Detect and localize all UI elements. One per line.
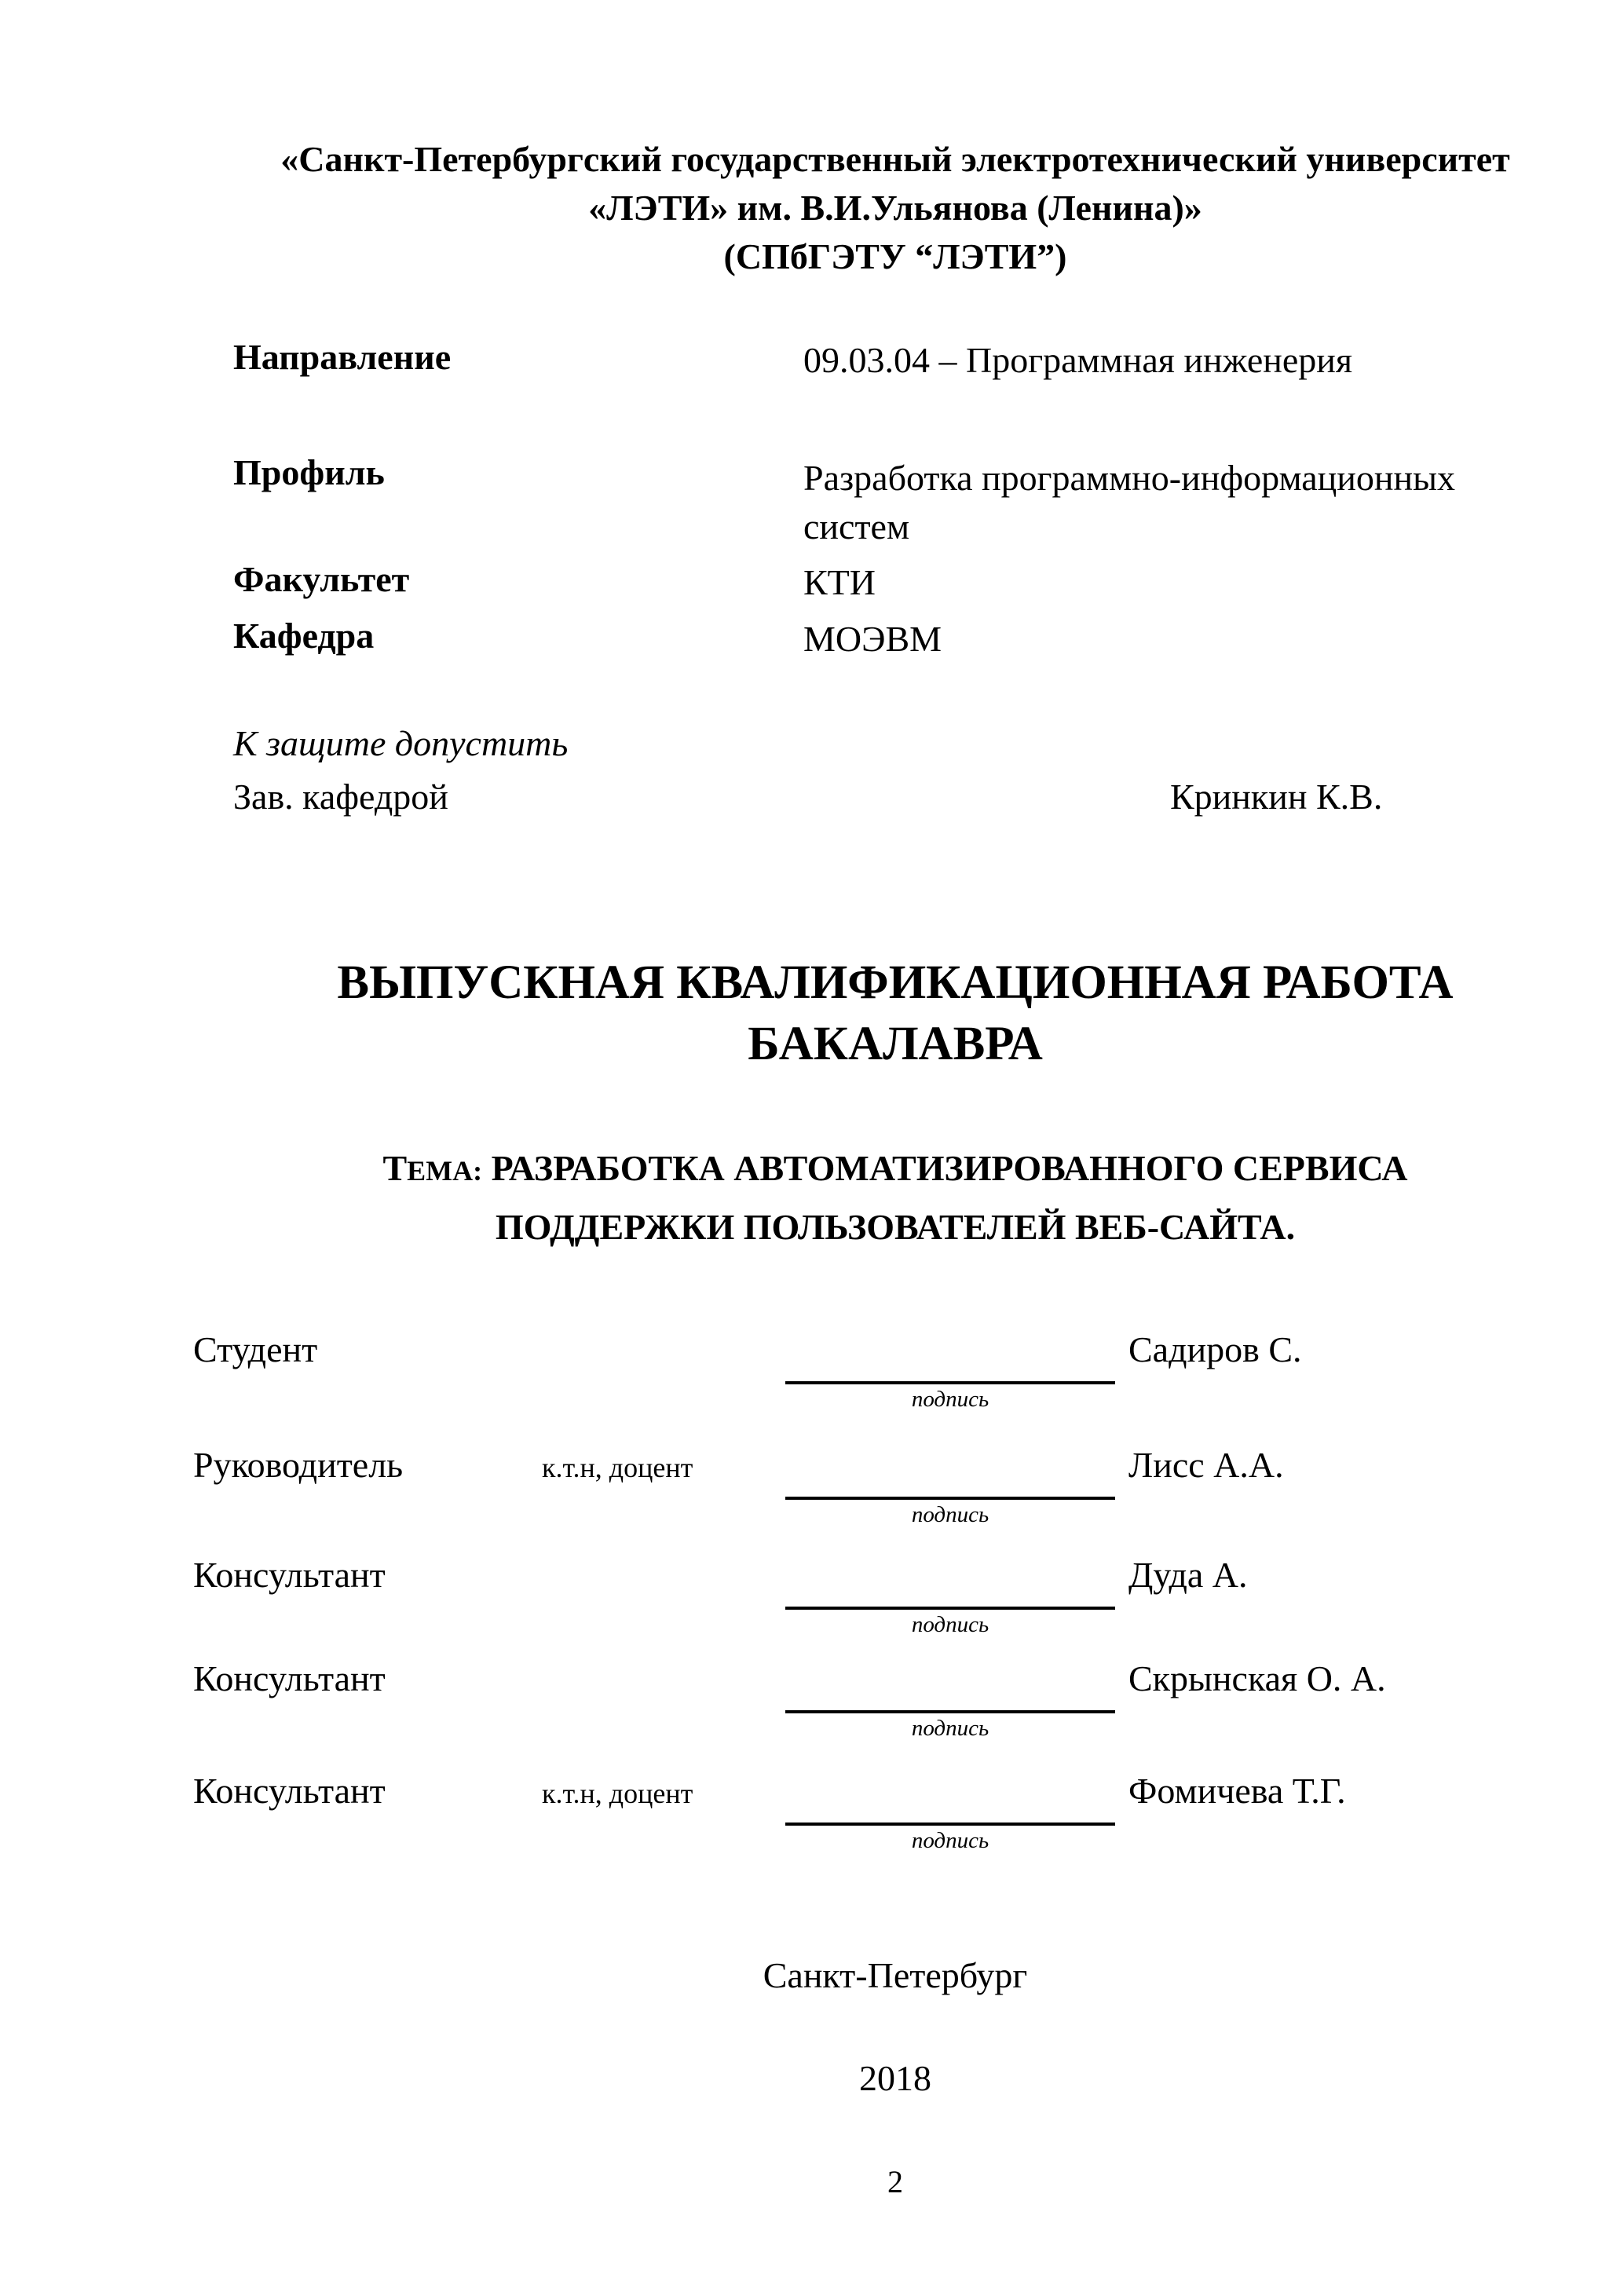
theme-heading bbox=[236, 1140, 1555, 1256]
signature-role: Консультант bbox=[193, 1555, 386, 1595]
footer-year: 2018 bbox=[859, 2058, 931, 2098]
theme-label-rest: ЕМА: bbox=[407, 1155, 483, 1186]
theme-line-1 bbox=[236, 1140, 1555, 1199]
admission-note: К защите допустить bbox=[233, 723, 569, 763]
signature-name: Фомичева Т.Г. bbox=[1128, 1771, 1346, 1811]
work-title bbox=[236, 952, 1555, 1075]
page-number: 2 bbox=[887, 2164, 903, 2199]
signature-caption: подпись bbox=[911, 1716, 989, 1741]
signature-role: Консультант bbox=[193, 1771, 386, 1811]
info-label: Направление bbox=[233, 337, 452, 377]
signature-caption: подпись bbox=[911, 1828, 989, 1853]
signature-line bbox=[785, 1554, 1115, 1610]
info-label: Факультет bbox=[233, 559, 410, 599]
signature-name: Лисс А.А. bbox=[1128, 1445, 1284, 1485]
signature-row-student bbox=[193, 1329, 1624, 1423]
university-header-line: «Санкт-Петербургский государственный электротехнический университет bbox=[280, 139, 1510, 179]
signature-caption: подпись bbox=[911, 1387, 989, 1412]
signature-role: Консультант bbox=[193, 1658, 386, 1698]
signature-row-consultant-2 bbox=[193, 1658, 1624, 1752]
info-value: КТИ bbox=[803, 562, 876, 602]
info-value: Разработка программно-информационных систем bbox=[803, 458, 1456, 547]
info-label: Профиль bbox=[233, 452, 385, 492]
signature-caption: подпись bbox=[911, 1502, 989, 1527]
theme-line-2: ПОДДЕРЖКИ ПОЛЬЗОВАТЕЛЕЙ ВЕБ-САЙТА. bbox=[495, 1207, 1296, 1247]
work-title-line: ВЫПУСКНАЯ КВАЛИФИКАЦИОННАЯ РАБОТА bbox=[337, 956, 1454, 1009]
signature-line bbox=[785, 1658, 1115, 1713]
signature-row-supervisor bbox=[193, 1444, 1624, 1538]
signature-role: Руководитель bbox=[193, 1445, 404, 1485]
signature-degree: к.т.н, доцент bbox=[542, 1778, 693, 1809]
signature-name: Скрынская О. А. bbox=[1128, 1658, 1386, 1698]
info-label: Кафедра bbox=[233, 616, 375, 656]
signature-line bbox=[785, 1770, 1115, 1826]
university-header-line: «ЛЭТИ» им. В.И.Ульянова (Ленина)» bbox=[588, 188, 1202, 228]
admission-name: Кринкин К.В. bbox=[1170, 777, 1383, 817]
university-header-line: (СПбГЭТУ “ЛЭТИ”) bbox=[723, 236, 1067, 276]
work-title-line: БАКАЛАВРА bbox=[748, 1018, 1043, 1070]
signature-line bbox=[785, 1329, 1115, 1384]
signature-row-consultant-1 bbox=[193, 1554, 1624, 1648]
info-value: МОЭВМ bbox=[803, 619, 942, 659]
signature-name: Садиров С. bbox=[1128, 1329, 1302, 1369]
signature-name: Дуда А. bbox=[1128, 1555, 1248, 1595]
signature-role: Студент bbox=[193, 1329, 318, 1369]
signature-row-consultant-3 bbox=[193, 1770, 1624, 1864]
signature-caption: подпись bbox=[911, 1612, 989, 1637]
university-header bbox=[236, 135, 1555, 281]
info-value: 09.03.04 – Программная инженерия bbox=[803, 340, 1353, 380]
theme-text: РАЗРАБОТКА АВТОМАТИЗИРОВАННОГО СЕРВИСА bbox=[482, 1148, 1408, 1188]
theme-label-initial: Т bbox=[382, 1148, 408, 1188]
signature-line bbox=[785, 1444, 1115, 1500]
footer-city: Санкт-Петербург bbox=[763, 1955, 1028, 1995]
admission-role: Зав. кафедрой bbox=[233, 777, 448, 817]
signature-degree: к.т.н, доцент bbox=[542, 1452, 693, 1483]
